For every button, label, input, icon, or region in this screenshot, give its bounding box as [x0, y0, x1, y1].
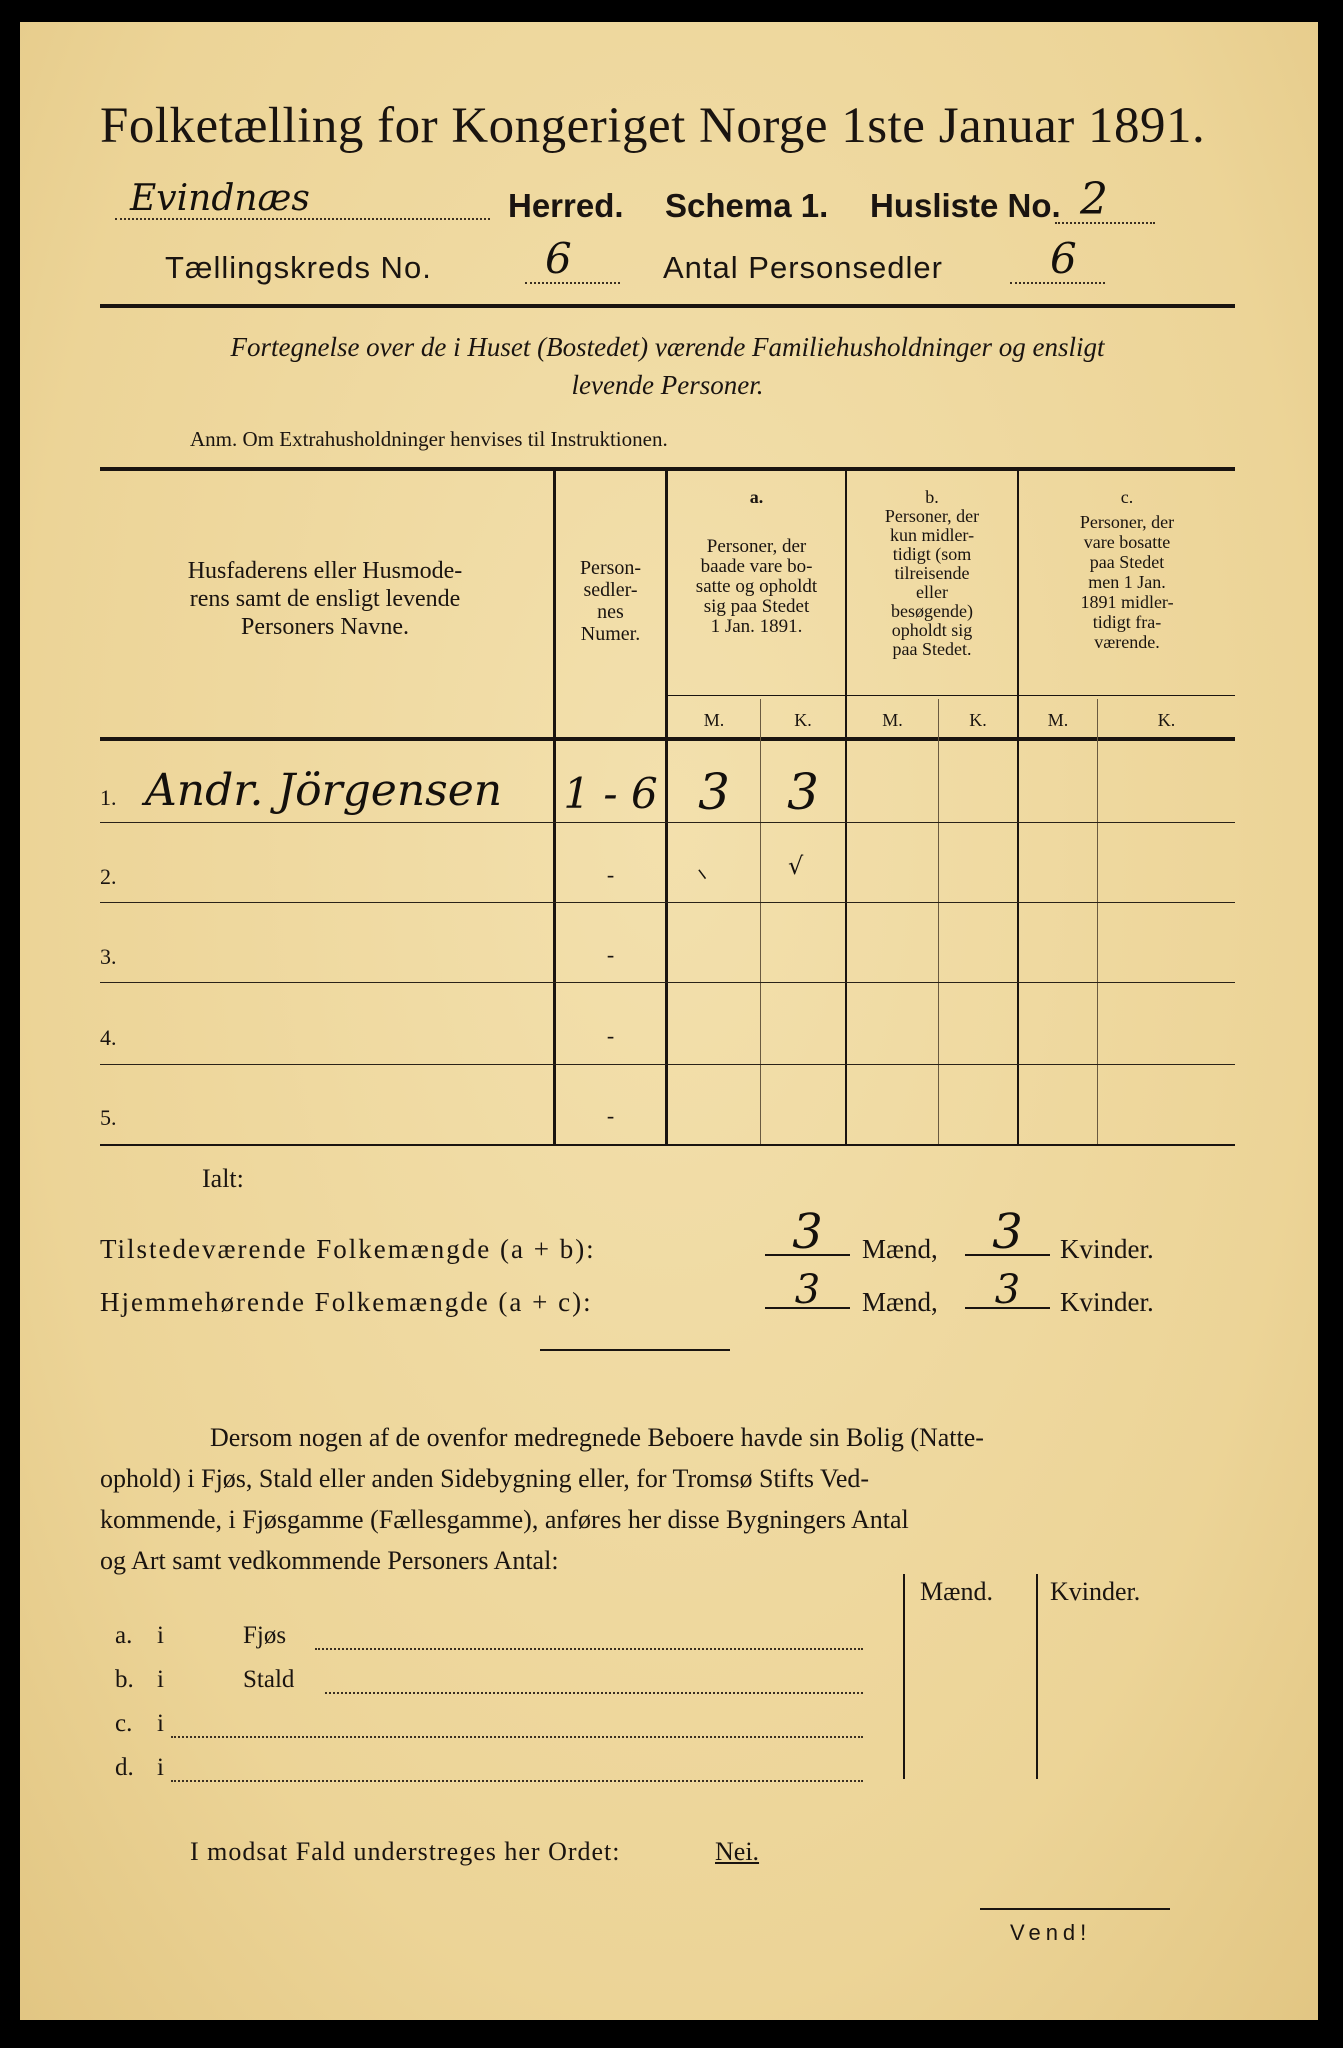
totals-line2-maend: Mænd,	[862, 1287, 938, 1317]
col-header-number: Person- sedler- nes Numer.	[579, 557, 642, 645]
col-header-b: Personer, der kun midler- tidigt (som tilreisende eller besøgende) opholdt sig paa Stedet.	[884, 506, 980, 659]
row-persons-5: -	[606, 1103, 615, 1128]
herred-value: Evindnæs	[130, 178, 310, 219]
intro-line-1: Fortegnelse over de i Huset (Bostedet) værende Familiehusholdninger og ensligt	[230, 332, 1105, 362]
row-number-3: 3.	[100, 944, 117, 969]
building-item-stald: b. i Stald	[115, 1666, 895, 1700]
col-a-letter: a.	[749, 487, 764, 507]
row-number-2: 2.	[100, 864, 117, 889]
ialt-label: Ialt:	[202, 1164, 244, 1193]
building-item-fjos: a. i Fjøs	[115, 1622, 895, 1656]
row-persons-4: -	[606, 1023, 615, 1048]
buildings-kvinder-header: Kvinder.	[1050, 1577, 1141, 1606]
col-header-c: Personer, der vare bosatte paa Stedet men 1 Jan. 1891 midler- tidigt fra- værende.	[1079, 512, 1175, 652]
buildings-maend-header: Mænd.	[920, 1577, 993, 1606]
totals-line1-kvinder: Kvinder.	[1060, 1234, 1154, 1264]
col-c-k-label: K.	[1157, 710, 1176, 730]
totals-line2-kvinder: Kvinder.	[1060, 1287, 1154, 1317]
row-persons-2: -	[606, 862, 615, 887]
col-b-m-label: M.	[882, 710, 903, 730]
form-title: Folketælling for Kongeriget Norge 1ste Januar 1891.	[100, 98, 1206, 154]
row-a-k-tick-2: √	[788, 852, 804, 880]
totals-line1-m: 3	[792, 1204, 823, 1260]
col-c-letter: c.	[1120, 487, 1134, 507]
buildings-paragraph: Dersom nogen af de ovenfor medregnede Beboere havde sin Bolig (Natte- ophold) i Fjøs, Stald eller anden Sidebygning eller, for Tromsø Stifts Ved- kommende, i Fjøsgamme (Fællesgamme), anføres her disse Bygningers Antal og Art samt vedkommende Personers Antal:	[100, 1423, 984, 1575]
col-header-a: Personer, der baade vare bo- satte og opholdt sig paa Stedet 1 Jan. 1891.	[695, 536, 818, 637]
schema-label: Schema 1.	[665, 187, 829, 224]
row-persons-3: -	[606, 942, 615, 967]
totals-line1-k: 3	[992, 1204, 1023, 1260]
kreds-value: 6	[545, 234, 572, 283]
totals-line1-label: Tilstedeværende Folkemængde (a + b):	[100, 1234, 596, 1264]
modsat-fald-text: I modsat Fald understreges her Ordet:	[190, 1837, 621, 1866]
husliste-value: 2	[1080, 174, 1108, 225]
row-number-4: 4.	[100, 1025, 117, 1050]
vend-label: Vend!	[1010, 1920, 1092, 1945]
col-header-name: Husfaderens eller Husmode- rens samt de ensligt levende Personers Navne.	[187, 558, 463, 640]
herred-label: Herred.	[508, 187, 624, 224]
personsedler-label: Antal Personsedler	[663, 250, 943, 285]
col-a-m-label: M.	[703, 710, 725, 730]
totals-line2-m: 3	[794, 1267, 821, 1313]
husliste-label: Husliste No.	[870, 187, 1061, 224]
building-item-d: d. i	[115, 1754, 895, 1788]
row-a-m-1: 3	[698, 763, 730, 821]
col-a-k-label: K.	[794, 710, 812, 730]
building-item-c: c. i	[115, 1710, 895, 1744]
totals-line1-maend: Mænd,	[862, 1234, 938, 1264]
row-a-m-tick-2: ⸜	[695, 854, 709, 884]
row-number-5: 5.	[100, 1105, 117, 1130]
intro-note: Anm. Om Extrahusholdninger henvises til Instruktionen.	[190, 427, 668, 451]
header-rule	[100, 304, 1235, 308]
totals-line2-k: 3	[994, 1267, 1021, 1313]
col-c-m-label: M.	[1047, 710, 1069, 730]
section-divider	[540, 1349, 730, 1351]
col-b-k-label: K.	[969, 710, 987, 730]
row-a-k-1: 3	[787, 763, 819, 821]
census-form-page	[20, 22, 1318, 2020]
row-name-1: Andr. Jörgensen	[145, 765, 503, 816]
row-number-1: 1.	[100, 785, 117, 810]
col-b-letter: b.	[925, 487, 939, 507]
nei-word: Nei.	[715, 1837, 760, 1866]
personsedler-value: 6	[1050, 234, 1077, 283]
herred-field	[115, 180, 490, 224]
table-bottom-rule	[100, 1144, 1235, 1146]
kreds-label: Tællingskreds No.	[165, 250, 432, 285]
row-persons-1: 1 - 6	[563, 769, 658, 818]
household-table	[100, 467, 1235, 1147]
totals-line2-label: Hjemmehørende Folkemængde (a + c):	[100, 1287, 593, 1317]
intro-line-2: levende Personer.	[571, 370, 764, 400]
